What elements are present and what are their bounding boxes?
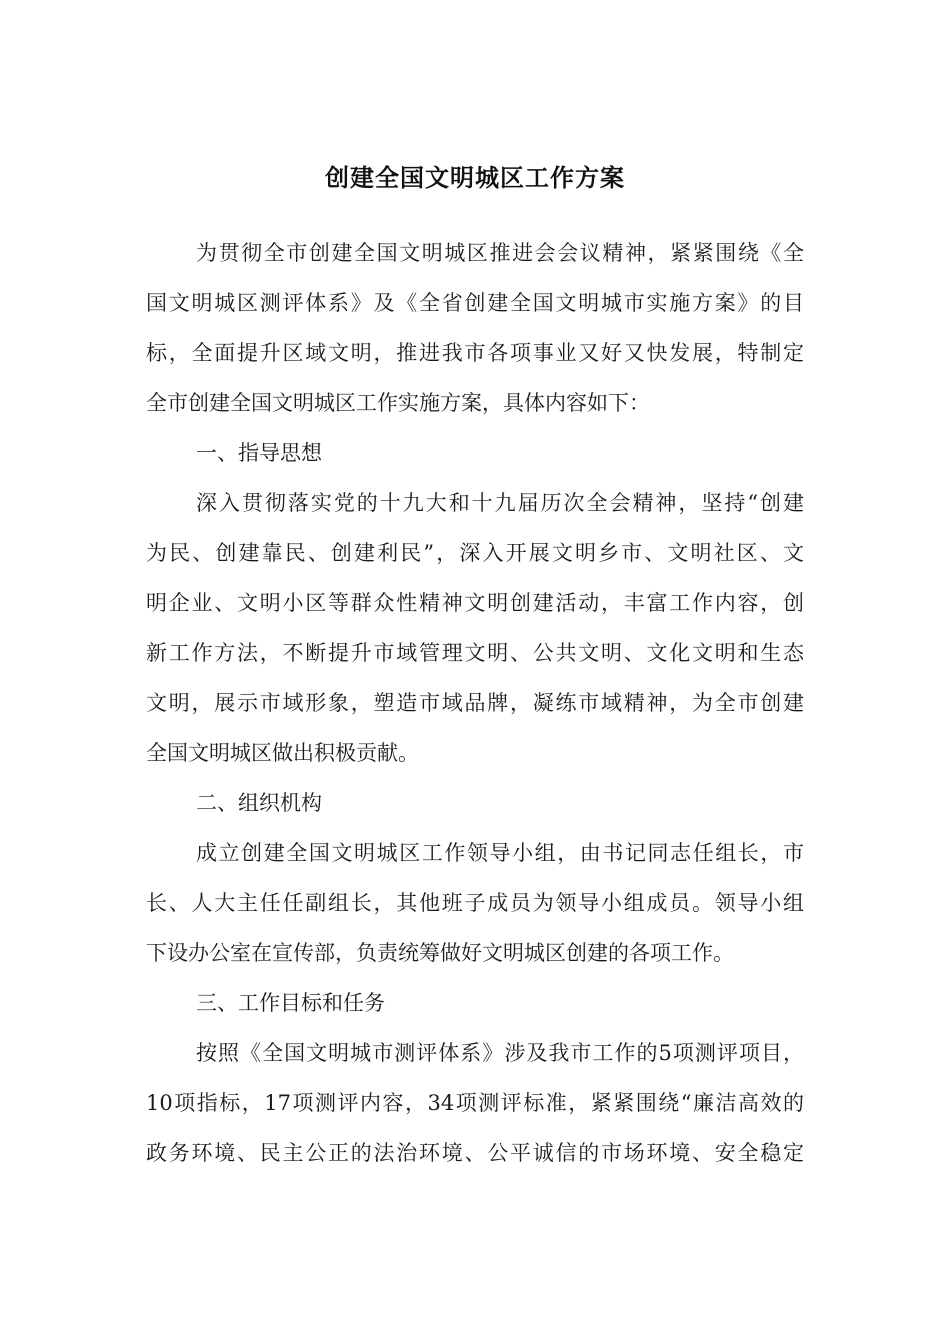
paragraph-line: 文明，展示市域形象，塑造市域品牌，凝练市域精神，为全市创建: [146, 691, 804, 715]
paragraph-line: 为贯彻全市创建全国文明城区推进会会议精神，紧紧围绕《全: [196, 241, 804, 265]
paragraph-line: 政务环境、民主公正的法治环境、公平诚信的市场环境、安全稳定: [146, 1141, 804, 1165]
section-heading: 三、工作目标和任务: [196, 991, 385, 1015]
section-heading: 二、组织机构: [196, 791, 322, 815]
paragraph-line: 国文明城区测评体系》及《全省创建全国文明城市实施方案》的目: [146, 291, 804, 315]
document-title: 创建全国文明城区工作方案: [325, 163, 625, 192]
paragraph-line: 深入贯彻落实党的十九大和十九届历次全会精神，坚持“创建: [196, 491, 804, 515]
paragraph-line: 为民、创建靠民、创建利民”，深入开展文明乡市、文明社区、文: [146, 541, 804, 565]
section-heading: 一、指导思想: [196, 441, 322, 465]
paragraph-line: 按照《全国文明城市测评体系》涉及我市工作的5项测评项目，: [196, 1041, 804, 1065]
paragraph-line: 全国文明城区做出积极贡献。: [146, 741, 419, 765]
paragraph-line: 新工作方法，不断提升市域管理文明、公共文明、文化文明和生态: [146, 641, 804, 665]
paragraph-line: 10项指标，17项测评内容，34项测评标准，紧紧围绕“廉洁高效的: [146, 1091, 804, 1115]
paragraph-line: 长、人大主任任副组长，其他班子成员为领导小组成员。领导小组: [146, 891, 804, 915]
paragraph-line: 标，全面提升区域文明，推进我市各项事业又好又快发展，特制定: [146, 341, 804, 365]
paragraph-line: 明企业、文明小区等群众性精神文明创建活动，丰富工作内容，创: [146, 591, 804, 615]
paragraph-line: 下设办公室在宣传部，负责统筹做好文明城区创建的各项工作。: [146, 941, 734, 965]
paragraph-line: 成立创建全国文明城区工作领导小组，由书记同志任组长，市: [196, 841, 804, 865]
paragraph-line: 全市创建全国文明城区工作实施方案，具体内容如下：: [146, 391, 650, 415]
